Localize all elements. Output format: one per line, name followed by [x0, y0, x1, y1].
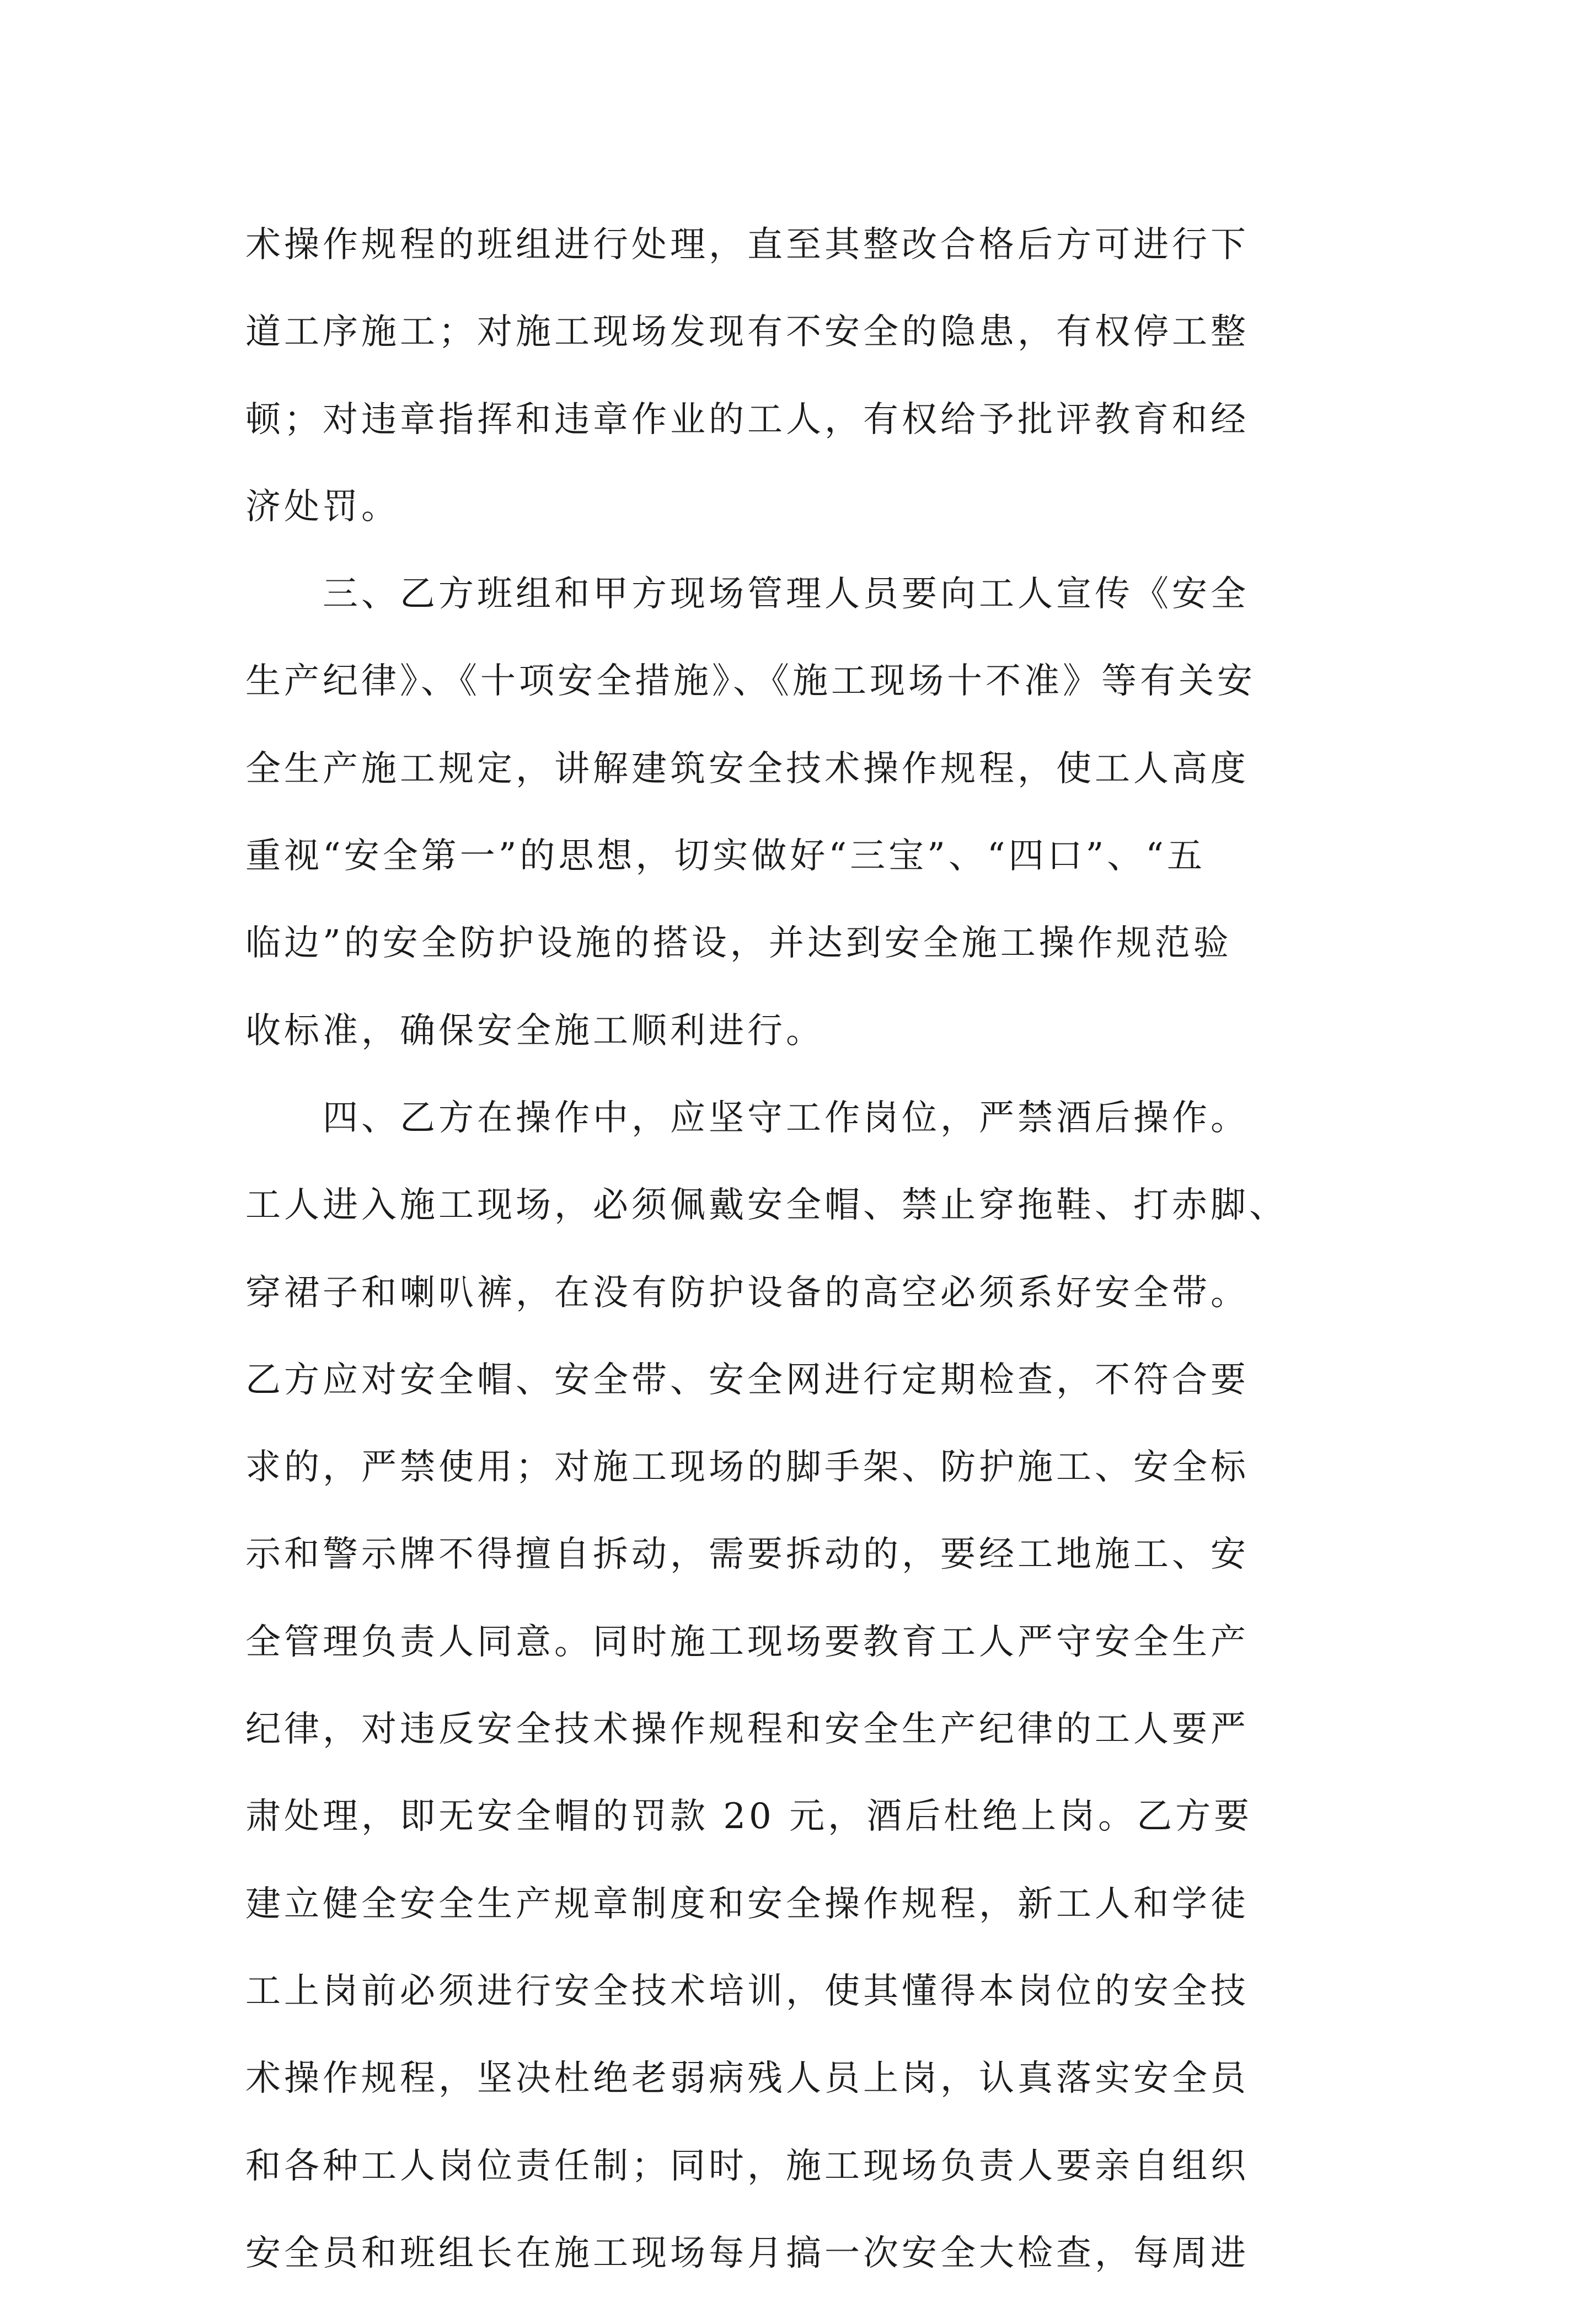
text-line: 全生产施工规定，讲解建筑安全技术操作规程，使工人高度 — [245, 748, 1249, 789]
text-line: 工人进入施工现场，必须佩戴安全帽、禁止穿拖鞋、打赤脚、 — [245, 1185, 1288, 1226]
text-line: 道工序施工；对施工现场发现有不安全的隐患，有权停工整 — [245, 312, 1249, 353]
text-line: 建立健全安全生产规章制度和安全操作规程，新工人和学徒 — [245, 1883, 1249, 1925]
text-line: 生产纪律》、《十项安全措施》、《施工现场十不准》等有关安 — [245, 661, 1256, 702]
text-line: 重视“安全第一”的思想，切实做好“三宝”、“四口”、“五 — [245, 836, 1206, 877]
text-line: 济处罚。 — [245, 486, 400, 527]
text-line: 术操作规程，坚决杜绝老弱病残人员上岗，认真落实安全员 — [245, 2058, 1249, 2100]
text-line: 顿；对违章指挥和违章作业的工人，有权给予批评教育和经 — [245, 399, 1249, 440]
text-line: 和各种工人岗位责任制；同时，施工现场负责人要亲自组织 — [245, 2145, 1249, 2187]
text-line: 乙方应对安全帽、安全带、安全网进行定期检查，不符合要 — [245, 1359, 1249, 1401]
text-line: 穿裙子和喇叭裤，在没有防护设备的高空必须系好安全带。 — [245, 1272, 1249, 1313]
text-line: 工上岗前必须进行安全技术培训，使其懂得本岗位的安全技 — [245, 1970, 1249, 2012]
text-line: 纪律，对违反安全技术操作规程和安全生产纪律的工人要严 — [245, 1709, 1249, 1750]
text-line: 临边”的安全防护设施的搭设，并达到安全施工操作规范验 — [245, 923, 1232, 964]
text-line: 示和警示牌不得擅自拆动，需要拆动的，要经工地施工、安 — [245, 1534, 1249, 1575]
text-line: 肃处理，即无安全帽的罚款 20 元，酒后杜绝上岗。乙方要 — [245, 1796, 1253, 1837]
text-line: 四、乙方在操作中，应坚守工作岗位，严禁酒后操作。 — [245, 1097, 1249, 1139]
text-line: 收标准，确保安全施工顺利进行。 — [245, 1010, 824, 1051]
text-line: 术操作规程的班组进行处理，直至其整改合格后方可进行下 — [245, 225, 1249, 265]
text-line: 全管理负责人同意。同时施工现场要教育工人严守安全生产 — [245, 1621, 1249, 1663]
document-body-text — [245, 201, 1373, 2297]
text-line: 安全员和班组长在施工现场每月搞一次安全大检查，每周进 — [245, 2232, 1249, 2274]
text-line: 三、乙方班组和甲方现场管理人员要向工人宣传《安全 — [245, 574, 1249, 615]
text-line: 求的，严禁使用；对施工现场的脚手架、防护施工、安全标 — [245, 1447, 1249, 1488]
